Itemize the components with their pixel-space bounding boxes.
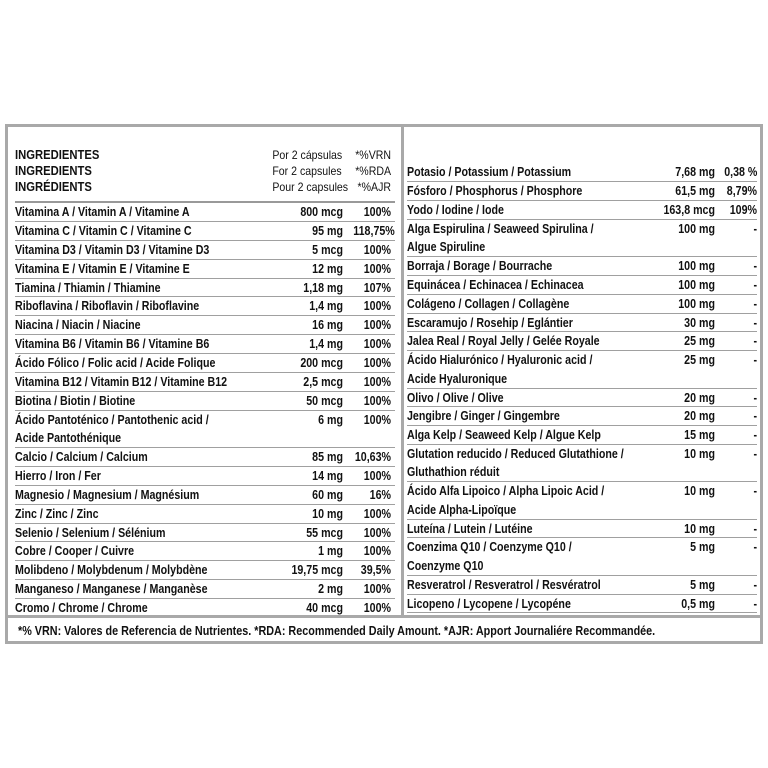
table-row: [407, 182, 757, 201]
ingredient-name-line: Algue Spiruline: [407, 238, 486, 254]
ingredient-amount: 15 mg: [684, 427, 715, 443]
ingredient-name-line: Gluthathion réduit: [407, 464, 500, 480]
ingredient-name-line: Vitamina B12 / Vitamin B12 / Vitamine B12: [15, 374, 228, 390]
ingredient-amount: 800 mcg: [300, 204, 343, 219]
ingredient-reference-percent: -: [753, 352, 757, 368]
ingredient-reference-percent: 100%: [363, 298, 391, 314]
ingredient-reference-percent: 10,63%: [354, 448, 391, 464]
ingredient-name-line: Olivo / Olive / Olive: [407, 389, 504, 405]
ingredient-reference-percent: 100%: [363, 204, 391, 219]
ingredient-amount: 20 mg: [684, 408, 715, 424]
ingredient-name-line: Coenzyme Q10: [407, 557, 484, 573]
table-row: [407, 407, 757, 426]
ingredient-reference-percent: -: [753, 576, 757, 592]
table-row: [407, 351, 757, 388]
ingredient-name-line: Yodo / Iodine / Iode: [407, 201, 504, 217]
ingredient-reference-percent: -: [753, 595, 757, 611]
ingredient-name-line: Vitamina B6 / Vitamin B6 / Vitamine B6: [15, 336, 210, 352]
ingredient-name-line: Glutation reducido / Reduced Glutathione /: [407, 446, 624, 462]
ingredient-reference-percent: 8,79%: [726, 182, 757, 198]
ingredient-amount: 1,4 mg: [309, 336, 343, 352]
ingredient-amount: 10 mg: [684, 483, 715, 499]
ingredient-name-line: Coenzima Q10 / Coenzyme Q10 /: [407, 539, 572, 555]
ingredient-name-line: Ácido Pantoténico / Pantothenic acid /: [15, 411, 209, 427]
ingredient-name-line: Luteína / Lutein / Lutéine: [407, 520, 533, 536]
ingredient-name-line: Vitamina D3 / Vitamin D3 / Vitamine D3: [15, 241, 210, 257]
ingredient-amount: 25 mg: [684, 333, 715, 349]
ingredient-name-line: Jengibre / Ginger / Gingembre: [407, 408, 560, 424]
ingredient-amount: 61,5 mg: [675, 182, 715, 198]
ingredient-name-line: Selenio / Selenium / Sélénium: [15, 524, 166, 540]
table-row: [15, 542, 395, 561]
ingredient-name: [15, 260, 190, 278]
ingredient-name-line: Equinácea / Echinacea / Echinacea: [407, 276, 584, 292]
ingredient-reference-percent: 16%: [369, 486, 391, 502]
header-per-es: Por 2 cápsulas: [272, 148, 343, 162]
ingredient-name-line: Tiamina / Thiamin / Thiamine: [15, 279, 161, 295]
ingredient-amount: 10 mg: [684, 520, 715, 536]
ingredient-reference-percent: 100%: [363, 467, 391, 483]
ingredient-reference-percent: 100%: [363, 524, 391, 540]
ingredient-name: [15, 241, 209, 259]
ingredient-name: [15, 542, 134, 560]
ingredient-amount: 1 mg: [318, 543, 343, 559]
ingredient-name: [15, 316, 141, 334]
ingredient-reference-percent: 0,38 %: [724, 164, 758, 179]
header-per-serving: [272, 147, 349, 195]
table-row: [407, 201, 757, 220]
ingredient-name-line: Ácido Hialurónico / Hyaluronic acid /: [407, 352, 593, 368]
table-row: [407, 276, 757, 295]
ingredient-name: [15, 279, 161, 297]
footnote: *% VRN: Valores de Referencia de Nutrientes. *RDA: Recommended Daily Amount. *AJR: Apport Journaliére Recommandée.: [18, 623, 656, 638]
table-row: [15, 580, 395, 599]
header-reference-value: [351, 147, 391, 195]
ingredient-amount: 10 mg: [684, 446, 715, 462]
ingredient-amount: 55 mcg: [306, 524, 343, 540]
ingredient-name: [407, 295, 569, 313]
ingredient-name: [407, 482, 604, 519]
table-row: [407, 314, 757, 333]
table-row: [15, 411, 395, 448]
ingredient-amount: 2,5 mcg: [303, 374, 343, 390]
table-row: [15, 524, 395, 543]
ingredient-reference-percent: -: [753, 483, 757, 499]
header-pct-rda: *%RDA: [355, 164, 391, 178]
header-per-en: For 2 capsules: [272, 164, 342, 178]
ingredient-name: [15, 486, 199, 504]
ingredient-name-line: Riboflavina / Riboflavin / Riboflavine: [15, 298, 200, 314]
ingredient-name: [15, 561, 207, 579]
ingredient-name-line: Fósforo / Phosphorus / Phosphore: [407, 182, 583, 198]
ingredient-amount: 40 mcg: [306, 600, 343, 616]
ingredient-amount: 100 mg: [678, 220, 715, 236]
table-row: [15, 561, 395, 580]
ingredient-name-line: Borraja / Borage / Bourrache: [407, 257, 553, 273]
ingredient-name-line: Calcio / Calcium / Calcium: [15, 448, 148, 464]
table-row: [15, 222, 395, 241]
ingredient-name-line: Vitamina C / Vitamin C / Vitamine C: [15, 222, 192, 238]
table-header: [15, 145, 395, 203]
header-pct-vrn: *%VRN: [355, 148, 391, 162]
ingredient-reference-percent: 100%: [363, 411, 391, 427]
ingredient-name: [407, 445, 624, 482]
table-row: [15, 392, 395, 411]
table-row: [15, 373, 395, 392]
header-pct-ajr: *%AJR: [357, 180, 391, 194]
ingredient-name: [407, 576, 601, 594]
table-row: [407, 295, 757, 314]
ingredient-amount: 16 mg: [312, 317, 343, 333]
ingredient-name-line: Escaramujo / Rosehip / Eglántier: [407, 314, 573, 330]
table-row: [15, 354, 395, 373]
ingredient-name: [407, 389, 504, 407]
ingredient-name-line: Hierro / Iron / Fer: [15, 467, 101, 483]
ingredient-amount: 5 mcg: [312, 241, 343, 257]
table-row: [407, 538, 757, 575]
ingredient-name: [407, 407, 560, 425]
ingredient-reference-percent: 107%: [363, 279, 391, 295]
ingredient-amount: 14 mg: [312, 467, 343, 483]
ingredient-reference-percent: 100%: [363, 260, 391, 276]
ingredient-amount: 1,4 mg: [309, 298, 343, 314]
ingredient-name: [407, 314, 573, 332]
ingredient-name-line: Zinc / Zinc / Zinc: [15, 505, 99, 521]
ingredient-name: [407, 220, 594, 257]
ingredient-amount: 95 mg: [312, 222, 343, 238]
ingredient-amount: 0,5 mg: [681, 595, 715, 611]
ingredient-name: [407, 163, 571, 181]
table-row: [15, 467, 395, 486]
ingredient-amount: 25 mg: [684, 352, 715, 368]
ingredient-name: [407, 426, 601, 444]
table-row: [407, 426, 757, 445]
header-name-fr: INGRÉDIENTS: [15, 180, 92, 194]
ingredient-reference-percent: 118,75%: [353, 222, 395, 238]
ingredient-reference-percent: 100%: [363, 336, 391, 352]
ingredient-name-line: Resveratrol / Resveratrol / Resvératrol: [407, 576, 601, 592]
ingredient-amount: 163,8 mcg: [663, 201, 715, 217]
ingredient-name-line: Licopeno / Lycopene / Lycopéne: [407, 595, 571, 611]
right-column: [407, 127, 757, 615]
ingredient-name: [15, 580, 208, 598]
ingredient-name: [407, 520, 533, 538]
table-row: [407, 389, 757, 408]
ingredient-name: [407, 257, 552, 275]
ingredient-name: [407, 182, 582, 200]
table-row: [15, 279, 395, 298]
ingredient-reference-percent: -: [753, 520, 757, 536]
ingredient-reference-percent: 39,5%: [360, 562, 391, 578]
ingredient-amount: 30 mg: [684, 314, 715, 330]
ingredient-name-line: Colágeno / Collagen / Collagène: [407, 295, 570, 311]
ingredient-reference-percent: 100%: [363, 374, 391, 390]
ingredient-name-line: Acide Hyaluronique: [407, 370, 508, 386]
table-row: [15, 505, 395, 524]
ingredient-name: [15, 297, 199, 315]
table-row: [15, 203, 395, 222]
table-row: [407, 520, 757, 539]
ingredient-amount: 100 mg: [678, 276, 715, 292]
ingredient-amount: 2 mg: [318, 581, 343, 597]
ingredient-name-line: Jalea Real / Royal Jelly / Gelée Royale: [407, 333, 600, 349]
ingredient-amount: 20 mg: [684, 389, 715, 405]
table-row: [407, 220, 757, 257]
table-row: [407, 445, 757, 482]
ingredient-reference-percent: 100%: [363, 543, 391, 559]
ingredient-amount: 10 mg: [312, 505, 343, 521]
ingredient-name-line: Cromo / Chrome / Chrome: [15, 600, 148, 616]
ingredient-name: [15, 335, 209, 353]
table-row: [15, 486, 395, 505]
ingredient-reference-percent: -: [753, 295, 757, 311]
left-ingredient-table: [15, 203, 395, 618]
ingredient-amount: 200 mcg: [300, 355, 343, 371]
ingredient-amount: 12 mg: [312, 260, 343, 276]
ingredient-amount: 1,18 mg: [303, 279, 343, 295]
ingredient-name-line: Molibdeno / Molybdenum / Molybdène: [15, 562, 208, 578]
ingredient-reference-percent: -: [753, 539, 757, 555]
ingredient-name-line: Alga Espirulina / Seaweed Spirulina /: [407, 220, 594, 236]
ingredient-reference-percent: 100%: [363, 505, 391, 521]
column-divider: [401, 127, 404, 615]
table-row: [15, 260, 395, 279]
footnote-divider: [8, 615, 760, 618]
ingredient-reference-percent: 100%: [363, 600, 391, 616]
ingredient-amount: 100 mg: [678, 257, 715, 273]
table-row: [407, 163, 757, 182]
left-column: [15, 127, 395, 615]
table-row: [407, 332, 757, 351]
ingredient-amount: 60 mg: [312, 486, 343, 502]
ingredient-reference-percent: -: [753, 314, 757, 330]
ingredient-name-line: Potasio / Potassium / Potassium: [407, 164, 572, 179]
ingredient-name-line: Ácido Alfa Lipoico / Alpha Lipoic Acid /: [407, 483, 605, 499]
ingredient-name-line: Ácido Fólico / Folic acid / Acide Folique: [15, 355, 216, 371]
ingredient-amount: 5 mg: [690, 576, 715, 592]
ingredient-reference-percent: -: [753, 446, 757, 462]
table-row: [15, 448, 395, 467]
ingredient-name: [15, 373, 227, 391]
ingredient-reference-percent: -: [753, 220, 757, 236]
nutrition-facts-panel: [5, 124, 763, 644]
ingredient-reference-percent: 100%: [363, 581, 391, 597]
ingredient-reference-percent: 109%: [729, 201, 757, 217]
ingredient-name: [407, 201, 504, 219]
ingredient-name-line: Vitamina A / Vitamin A / Vitamine A: [15, 204, 190, 219]
ingredient-name-line: Vitamina E / Vitamin E / Vitamine E: [15, 260, 190, 276]
ingredient-reference-percent: 100%: [363, 355, 391, 371]
ingredient-reference-percent: -: [753, 408, 757, 424]
header-names: [15, 147, 99, 195]
ingredient-name-line: Niacina / Niacin / Niacine: [15, 317, 141, 333]
ingredient-name: [407, 595, 571, 613]
ingredient-name-line: Magnesio / Magnesium / Magnésium: [15, 486, 200, 502]
ingredient-name: [15, 203, 190, 221]
ingredient-name-line: Alga Kelp / Seaweed Kelp / Algue Kelp: [407, 427, 601, 443]
ingredient-amount: 100 mg: [678, 295, 715, 311]
ingredient-name: [15, 411, 209, 448]
ingredient-amount: 7,68 mg: [675, 164, 715, 179]
ingredient-name: [407, 351, 592, 388]
ingredient-amount: 19,75 mcg: [291, 562, 343, 578]
ingredient-name: [407, 538, 572, 575]
ingredient-name-line: Manganeso / Manganese / Manganèse: [15, 581, 208, 597]
table-row: [407, 482, 757, 519]
ingredient-name: [407, 276, 584, 294]
table-row: [15, 316, 395, 335]
ingredient-amount: 85 mg: [312, 448, 343, 464]
ingredient-name: [15, 354, 215, 372]
ingredient-reference-percent: 100%: [363, 317, 391, 333]
table-row: [15, 335, 395, 354]
ingredient-reference-percent: -: [753, 389, 757, 405]
ingredient-reference-percent: -: [753, 276, 757, 292]
ingredient-name: [15, 222, 192, 240]
ingredient-reference-percent: 100%: [363, 241, 391, 257]
ingredient-name: [15, 392, 135, 410]
table-row: [15, 241, 395, 260]
header-name-es: INGREDIENTES: [15, 148, 100, 162]
ingredient-reference-percent: -: [753, 333, 757, 349]
ingredient-reference-percent: 100%: [363, 392, 391, 408]
ingredient-name-line: Acide Pantothénique: [15, 430, 122, 446]
table-row: [407, 595, 757, 614]
ingredient-name: [15, 467, 101, 485]
ingredient-name-line: Acide Alpha-Lipoïque: [407, 501, 517, 517]
ingredient-amount: 6 mg: [318, 411, 343, 427]
table-row: [407, 576, 757, 595]
ingredient-name: [407, 332, 600, 350]
table-row: [15, 297, 395, 316]
ingredient-amount: 5 mg: [690, 539, 715, 555]
ingredient-name-line: Cobre / Cooper / Cuivre: [15, 543, 135, 559]
ingredient-reference-percent: -: [753, 257, 757, 273]
ingredient-name: [15, 524, 165, 542]
ingredient-reference-percent: -: [753, 427, 757, 443]
ingredient-name-line: Biotina / Biotin / Biotine: [15, 392, 136, 408]
ingredient-name: [15, 448, 148, 466]
ingredient-amount: 50 mcg: [306, 392, 343, 408]
table-row: [407, 257, 757, 276]
ingredient-name: [15, 505, 99, 523]
header-name-en: INGREDIENTS: [15, 164, 92, 178]
header-per-fr: Pour 2 capsules: [272, 180, 349, 194]
right-ingredient-table: [407, 163, 757, 613]
